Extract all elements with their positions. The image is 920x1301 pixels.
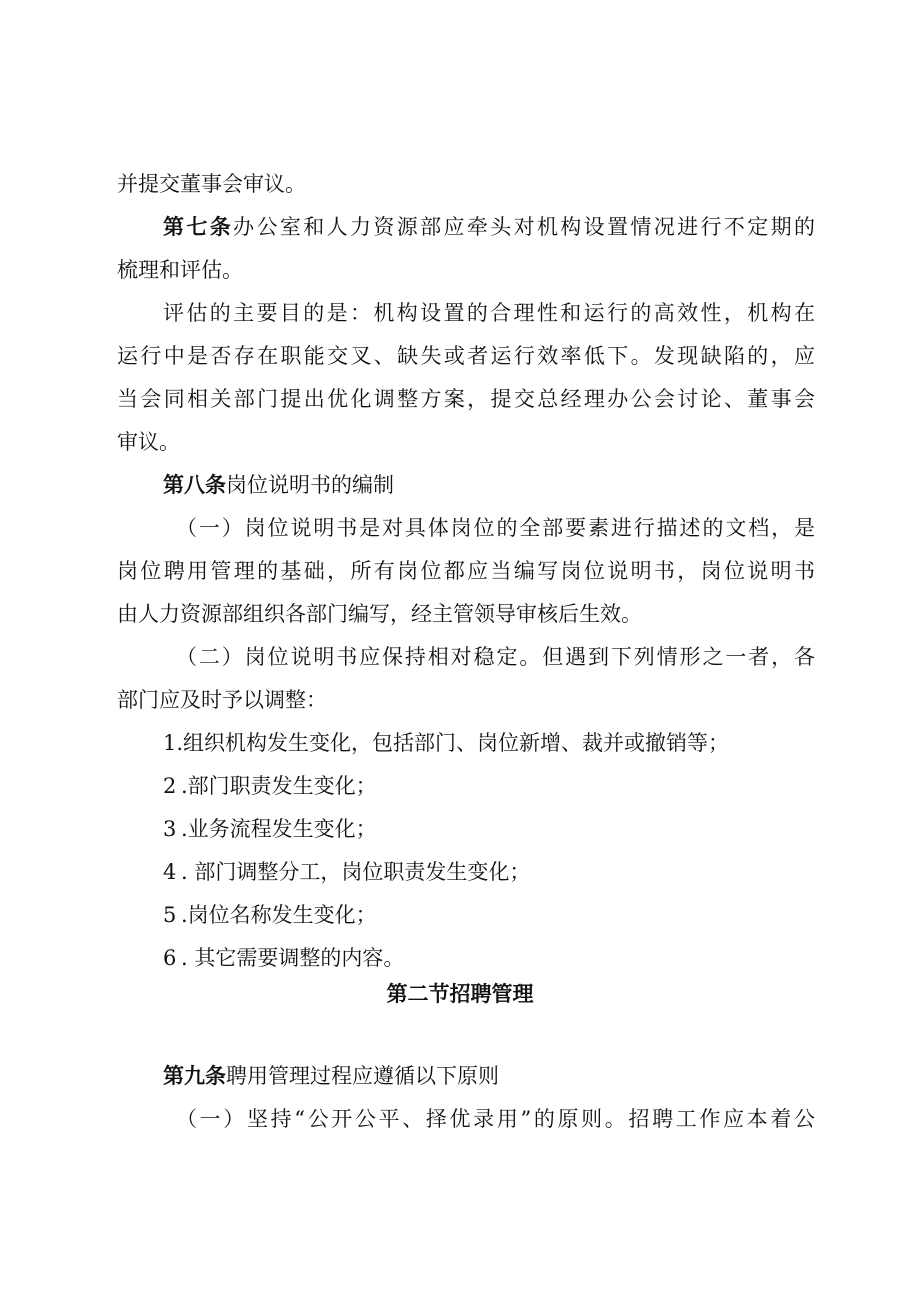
list-item-number: 5 <box>163 903 177 927</box>
section-title: 第二节招聘管理 <box>386 982 534 1006</box>
text-line: 梳理和评估。 <box>117 258 243 282</box>
article-8-label: 第八条 <box>163 473 226 497</box>
article-7-line <box>163 213 815 241</box>
list-item-text: .业务流程发生变化； <box>181 817 377 841</box>
text-line: 部门应及时予以调整： <box>117 688 327 712</box>
text-line: 当会同相关部门提出优化调整方案，提交总经理办公会讨论、董事会 <box>117 387 815 411</box>
list-item-number: 6 <box>163 946 177 970</box>
list-item <box>163 772 815 800</box>
list-item-number: 4 <box>163 860 177 884</box>
list-item <box>163 944 815 972</box>
text-line: 运行中是否存在职能交叉、缺失或者运行效率低下。发现缺陷的，应 <box>117 344 815 368</box>
text-line: 审议。 <box>117 430 180 454</box>
text-line: 岗位聘用管理的基础，所有岗位都应当编写岗位说明书，岗位说明书 <box>117 559 815 583</box>
list-item-text: . 其它需要调整的内容。 <box>181 946 405 970</box>
text-line: （一）岗位说明书是对具体岗位的全部要素进行描述的文档，是 <box>176 516 815 540</box>
text-line: （一）坚持“公开公平、择优录用”的原则。招聘工作应本着公 <box>176 1107 815 1131</box>
list-item-text: .部门职责发生变化； <box>181 774 377 798</box>
article-7-text: 办公室和人力资源部应牵头对机构设置情况进行不定期的 <box>233 215 816 239</box>
article-7-label: 第七条 <box>163 215 234 239</box>
article-9-label: 第九条 <box>163 1064 226 1088</box>
article-8-line <box>163 471 815 499</box>
list-item <box>163 901 815 929</box>
list-item <box>163 815 815 843</box>
list-item: 1.组织机构发生变化，包括部门、岗位新增、裁并或撤销等； <box>163 731 730 755</box>
list-item-number: 2 <box>163 774 177 798</box>
article-9-line <box>163 1062 815 1090</box>
text-line: （二）岗位说明书应保持相对稳定。但遇到下列情形之一者，各 <box>176 645 815 669</box>
list-item <box>163 858 815 886</box>
article-9-text: 聘用管理过程应遵循以下原则 <box>226 1064 499 1088</box>
text-line: 由人力资源部组织各部门编写，经主管领导审核后生效。 <box>117 602 642 626</box>
list-item-number: 3 <box>163 817 177 841</box>
list-item-text: . 部门调整分工，岗位职责发生变化； <box>181 860 531 884</box>
text-line: 并提交董事会审议。 <box>117 172 306 196</box>
article-8-text: 岗位说明书的编制 <box>226 473 394 497</box>
list-item-text: .岗位名称发生变化； <box>181 903 377 927</box>
text-line: 评估的主要目的是：机构设置的合理性和运行的高效性，机构在 <box>163 301 815 325</box>
